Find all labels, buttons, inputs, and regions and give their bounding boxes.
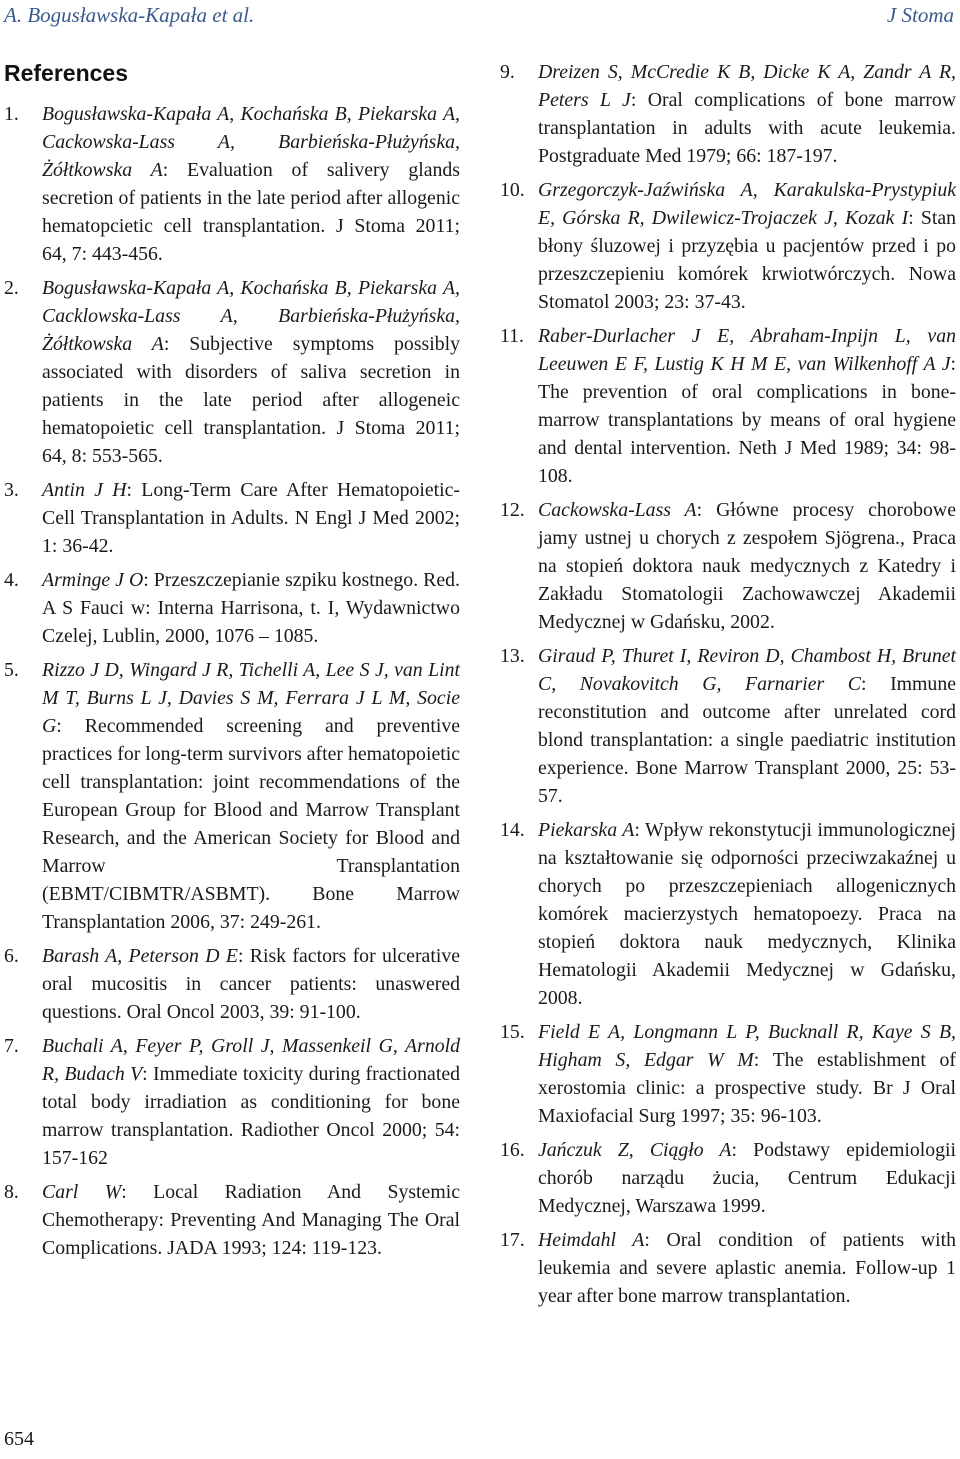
reference-number: 12.	[500, 499, 525, 521]
section-title: References	[4, 60, 129, 86]
running-head-authors: A. Bogusławska-Kapała et al.	[4, 3, 255, 27]
reference-number: 3.	[4, 479, 19, 501]
reference-number: 7.	[4, 1035, 19, 1057]
reference-authors: Jańczuk Z, Ciągło A	[538, 1139, 732, 1161]
reference-authors: Cackowska-Lass A	[538, 499, 697, 521]
reference-number: 6.	[4, 945, 19, 967]
reference-item	[500, 1018, 956, 1130]
reference-item	[500, 816, 956, 1012]
reference-authors: Bogusławska-Kapała A, Kochańska B, Piekarska A, Cackowska-Lass A, Barbieńska-Płużyńska, Żółtkowska A	[42, 103, 460, 181]
reference-item	[500, 642, 956, 810]
reference-authors: Carl W	[42, 1181, 122, 1203]
reference-item	[4, 1032, 460, 1172]
reference-number: 1.	[4, 103, 19, 125]
reference-item	[4, 656, 460, 936]
reference-authors: Raber-Durlacher J E, Abraham-Inpijn L, van Leeuwen E F, Lustig K H M E, van Wilkenhoff A J	[538, 325, 956, 375]
running-head-journal: J Stoma	[886, 3, 954, 27]
reference-text: : Oral condition of patients with leukemia and severe aplastic anemia. Follow-up 1 year after bone marrow transplantation.	[538, 1229, 957, 1307]
reference-text: : Long-Term Care After Hematopoietic-Cell Transplantation in Adults. N Engl J Med 2002; 1: 36-42.	[42, 479, 461, 557]
reference-text: : Przeszczepianie szpiku kostnego. Red. A S Fauci w: Interna Harrisona, t. I, Wydawnictwo Czelej, Lublin, 2000, 1076 – 1085.	[42, 569, 460, 647]
reference-authors: Giraud P, Thuret I, Reviron D, Chambost H, Brunet C, Novakovitch G, Farnarier C	[538, 645, 956, 695]
reference-item	[4, 274, 460, 470]
reference-number: 8.	[4, 1181, 19, 1203]
reference-text: : Główne procesy chorobowe jamy ustnej u chorych z zespołem Sjögrena., Praca na stopień doktora nauk medycznych z Katedry i Zakładu Stomatologii Zachowawczej Akademii Medycznej w Gdańsku, 2002.	[538, 499, 956, 633]
reference-number: 2.	[4, 277, 19, 299]
reference-number: 10.	[500, 179, 525, 201]
reference-text: : Risk factors for ulcerative oral mucositis in cancer patients: unaswered questions. Oral Oncol 2003, 39: 91-100.	[42, 945, 460, 1023]
reference-authors: Arminge J O	[42, 569, 144, 591]
reference-text: : The prevention of oral complications in bone-marrow transplantations by means of oral hygiene and dental intervention. Neth J Med 1989; 34: 98-108.	[538, 353, 956, 487]
reference-item	[4, 100, 460, 268]
reference-number: 5.	[4, 659, 19, 681]
reference-authors: Barash A, Peterson D E	[42, 945, 238, 967]
reference-item	[500, 496, 956, 636]
reference-number: 16.	[500, 1139, 525, 1161]
reference-number: 15.	[500, 1021, 525, 1043]
reference-text: : Local Radiation And Systemic Chemotherapy: Preventing And Managing The Oral Complications. JADA 1993; 124: 119-123.	[42, 1181, 460, 1259]
reference-item	[500, 1226, 956, 1310]
reference-authors: Heimdahl A	[538, 1229, 645, 1251]
reference-authors: Field E A, Longmann L P, Bucknall R, Kaye S B, Higham S, Edgar W M	[538, 1021, 956, 1071]
reference-text: : Evaluation of salivery glands secretion of patients in the late period after allogenic hematopcietic cell transplantation. J Stoma 2011; 64, 7: 443-456.	[42, 159, 460, 265]
reference-text: : Stan błony śluzowej i przyzębia u pacjentów przed i po przeszczepieniu komórek krwiotwórczych. Nowa Stomatol 2003; 23: 37-43.	[538, 207, 957, 313]
reference-number: 14.	[500, 819, 525, 841]
reference-number: 9.	[500, 61, 515, 83]
reference-item	[500, 58, 956, 170]
reference-authors: Piekarska A	[538, 819, 635, 841]
reference-item	[500, 1136, 956, 1220]
reference-authors: Bogusławska-Kapała A, Kochańska B, Piekarska A, Cacklowska-Lass A, Barbieńska-Płużyńska, Żółtkowska A	[42, 277, 460, 355]
reference-text: : Subjective symptoms possibly associated with disorders of saliva secretion in patients in the late period after allogeneic hematopoietic cell transplantation. J Stoma 2011; 64, 8: 553-565.	[42, 333, 460, 467]
reference-authors: Grzegorczyk-Jaźwińska A, Karakulska-Prystypiuk E, Górska R, Dwilewicz-Trojaczek J, Kozak I	[538, 179, 956, 229]
reference-text: : Recommended screening and preventive practices for long-term survivors after hematopoietic cell transplantation: joint recommendations of the European Group for Blood and Marrow Transplant Research, and the American Society for Blood and Marrow Transplantation (EBMT/CIBMTR/ASBMT). Bone Marrow Transplantation 2006, 37: 249-261.	[42, 715, 460, 933]
reference-number: 11.	[500, 325, 524, 347]
reference-text: : Wpływ rekonstytucji immunologicznej na kształtowanie się odporności przeciwzakaźnej u chorych po przeszczepieniach allogenicznych komórek macierzystych hematopoezy. Praca na stopień doktora nauk medycznych, Klinika Hematologii Akademii Medycznej w Gdańsku, 2008.	[538, 819, 956, 1009]
reference-list-right	[500, 58, 956, 1310]
reference-number: 4.	[4, 569, 19, 591]
reference-authors: Antin J H	[42, 479, 127, 501]
reference-authors: Rizzo J D, Wingard J R, Tichelli A, Lee S J, van Lint M T, Burns L J, Davies S M, Ferrara J L M, Socie G	[42, 659, 460, 737]
reference-item	[500, 322, 956, 490]
reference-authors: Dreizen S, McCredie K B, Dicke K A, Zandr A R, Peters L J	[538, 61, 956, 111]
reference-text: : Immune reconstitution and outcome after unrelated cord blond transplantation: a single paediatric institution experience. Bone Marrow Transplant 2000, 25: 53-57.	[538, 673, 956, 807]
reference-number: 17.	[500, 1229, 525, 1251]
reference-list-left	[4, 100, 460, 1262]
reference-item	[4, 1178, 460, 1262]
reference-item	[4, 566, 460, 650]
reference-text: : Podstawy epidemiologii chorób narządu żucia, Centrum Edukacji Medycznej, Warszawa 1999.	[538, 1139, 957, 1217]
reference-text: : The establishment of xerostomia clinic: a prospective study. Br J Oral Maxiofacial Surg 1997; 35: 96-103.	[538, 1049, 956, 1127]
reference-item	[4, 476, 460, 560]
references-column-right	[500, 58, 956, 1316]
reference-number: 13.	[500, 645, 525, 667]
reference-item	[500, 176, 956, 316]
reference-text: : Immediate toxicity during fractionated total body irradiation as conditioning for bone marrow transplantation. Radiother Oncol 2000; 54: 157-162	[42, 1063, 460, 1169]
reference-item	[4, 942, 460, 1026]
running-head	[0, 0, 960, 30]
references-column-left	[4, 56, 460, 1268]
reference-text: : Oral complications of bone marrow transplantation in adults with acute leukemia. Postgraduate Med 1979; 66: 187-197.	[538, 89, 956, 167]
page-number: 654	[4, 1428, 34, 1450]
reference-authors: Buchali A, Feyer P, Groll J, Massenkeil G, Arnold R, Budach V	[42, 1035, 460, 1085]
